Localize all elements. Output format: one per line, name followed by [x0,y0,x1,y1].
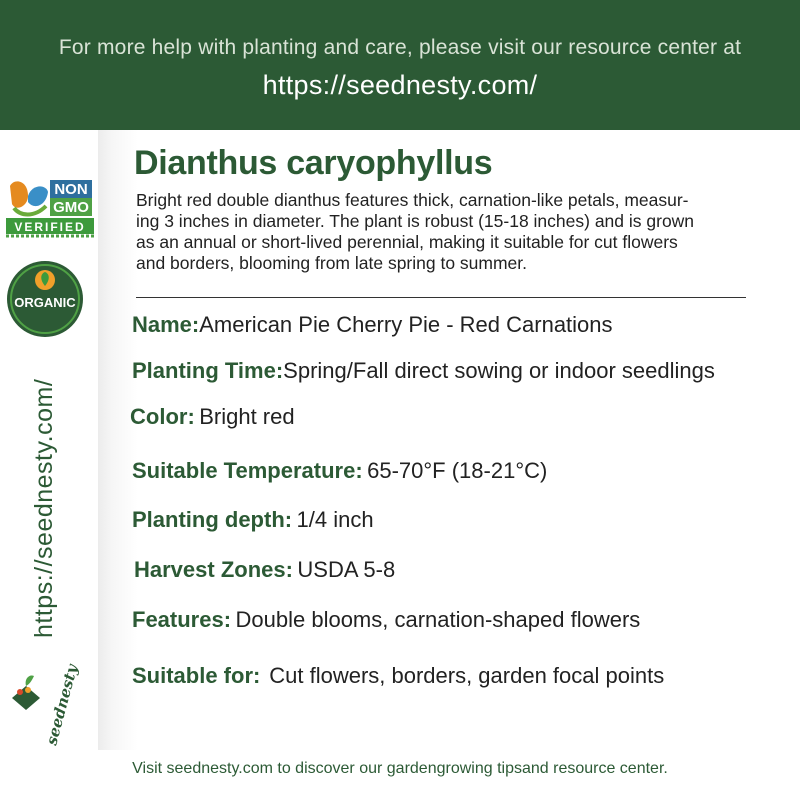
non-gmo-badge-gmo: GMO [53,199,89,216]
spec-row-harvest-zones [134,557,395,583]
product-title: Dianthus caryophyllus [134,144,493,182]
spec-label: Planting Time: [132,358,284,383]
spec-label: Harvest Zones: [134,557,293,582]
header-banner [0,0,800,130]
description-line: ing 3 inches in diameter. The plant is robust (15-18 inches) and is grown [136,211,695,231]
spec-label: Name: [132,312,200,337]
seednesty-logo-icon [6,658,82,748]
spec-value: 1/4 inch [296,507,374,532]
spec-value: USDA 5-8 [297,557,396,582]
section-divider [136,297,746,298]
non-gmo-badge-non: NON [54,181,88,198]
spec-value: Spring/Fall direct sowing or indoor seedlings [283,358,715,383]
description-line: Bright red double dianthus features thick, carnation-like petals, measur- [136,190,689,210]
description-line: as an annual or short-lived perennial, making it suitable for cut flowers [136,232,678,252]
organic-badge-icon [6,260,84,338]
description-line: and borders, blooming from late spring to summer. [136,253,528,273]
header-url-link[interactable]: https://seednesty.com/ [262,70,538,100]
header-help-text: For more help with planting and care, please visit our resource center at [58,36,742,59]
spec-label: Color: [130,404,195,429]
spec-row-features [132,607,640,633]
footer-text: Visit seednesty.com to discover our gardengrowing tipsand resource center. [132,760,668,777]
non-gmo-verified-badge-icon [6,176,94,242]
organic-badge-label: ORGANIC [14,295,76,310]
spec-value: Bright red [199,404,295,429]
non-gmo-badge-verified: VERIFIED [14,220,86,234]
spec-row-name [132,312,613,338]
spec-row-planting-time [132,358,715,384]
vertical-url-text[interactable]: https://seednesty.com/ [30,378,58,638]
spec-row-suitable-for [132,663,664,689]
sidebar [0,130,98,750]
spec-label: Features: [132,607,232,632]
product-info-panel [98,130,800,750]
spec-label: Suitable for: [132,663,261,688]
spec-value: Cut flowers, borders, garden focal points [269,663,665,688]
spec-row-planting-depth [132,507,374,533]
spec-value: American Pie Cherry Pie - Red Carnations [199,312,613,337]
product-description [136,190,756,274]
logo-wordmark: seednesty [42,662,82,748]
spec-row-temperature [132,458,547,484]
spec-label: Planting depth: [132,507,293,532]
spec-value: Double blooms, carnation-shaped flowers [235,607,641,632]
spec-label: Suitable Temperature: [132,458,363,483]
spec-row-color [130,404,295,430]
footer [0,750,800,800]
spec-value: 65-70°F (18-21°C) [367,458,548,483]
